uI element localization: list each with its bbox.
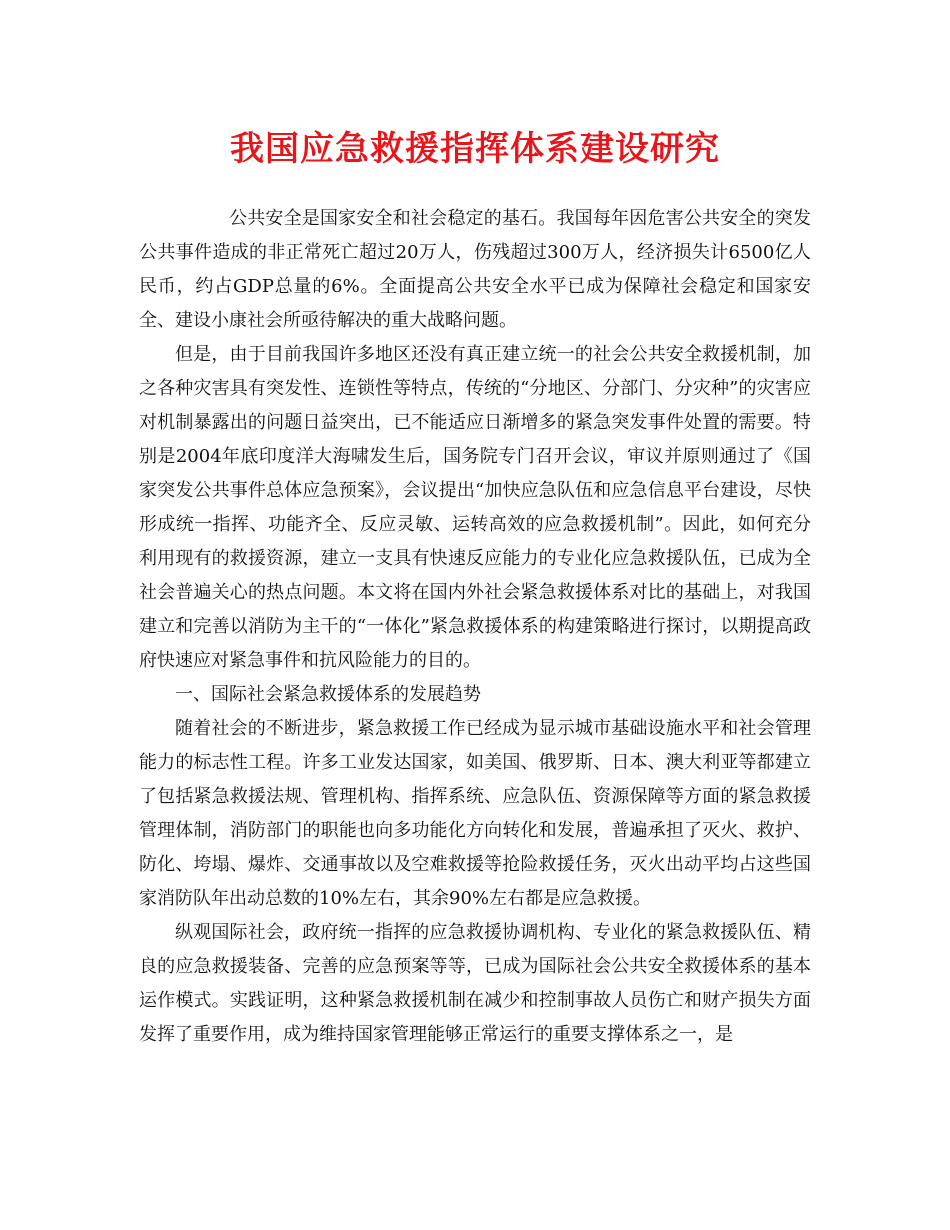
document-title: 我国应急救援指挥体系建设研究 <box>230 129 720 169</box>
section-heading: 一、国际社会紧急救援体系的发展趋势 <box>175 684 481 705</box>
paragraph: 纵观国际社会，政府统一指挥的应急救援协调机构、专业化的紧急救援队伍、精良的应急救援装备、完善的应急预案等等，已成为国际社会公共安全救援体系的基本运作模式。实践证明，这种紧急救援机制在减少和控制事故人员伤亡和财产损失方面发挥了重要作用，成为维持国家管理能够正常运行的重要支撑体系之一，是 <box>139 922 811 1045</box>
paragraph: 随着社会的不断进步，紧急救援工作已经成为显示城市基础设施水平和社会管理能力的标志性工程。许多工业发达国家，如美国、俄罗斯、日本、澳大利亚等都建立了包括紧急救援法规、管理机构、指挥系统、应急队伍、资源保障等方面的紧急救援管理体制，消防部门的职能也向多功能化方向转化和发展，普遍承担了灭火、救护、防化、垮塌、爆炸、交通事故以及空难救援等抢险救援任务，灭火出动平均占这些国家消防队年出动总数的10%左右，其余90%左右都是应急救援。 <box>139 718 811 909</box>
paragraph: 公共安全是国家安全和社会稳定的基石。我国每年因危害公共安全的突发公共事件造成的非正常死亡超过20万人，伤残超过300万人，经济损失计6500亿人民币，约占GDP总量的6%。全面提高公共安全水平已成为保障社会稳定和国家安全、建设小康社会所亟待解决的重大战略问题。 <box>139 208 811 331</box>
document-body <box>139 202 811 1052</box>
paragraph: 但是，由于目前我国许多地区还没有真正建立统一的社会公共安全救援机制，加之各种灾害具有突发性、连锁性等特点，传统的“分地区、分部门、分灾种”的灾害应对机制暴露出的问题日益突出，已不能适应日渐增多的紧急突发事件处置的需要。特别是2004年底印度洋大海啸发生后，国务院专门召开会议，审议并原则通过了《国家突发公共事件总体应急预案》，会议提出“加快应急队伍和应急信息平台建设，尽快形成统一指挥、功能齐全、反应灵敏、运转高效的应急救援机制”。因此，如何充分利用现有的救援资源，建立一支具有快速反应能力的专业化应急救援队伍，已成为全社会普遍关心的热点问题。本文将在国内外社会紧急救援体系对比的基础上，对我国建立和完善以消防为主干的“一体化”紧急救援体系的构建策略进行探讨，以期提高政府快速应对紧急事件和抗风险能力的目的。 <box>139 344 811 671</box>
